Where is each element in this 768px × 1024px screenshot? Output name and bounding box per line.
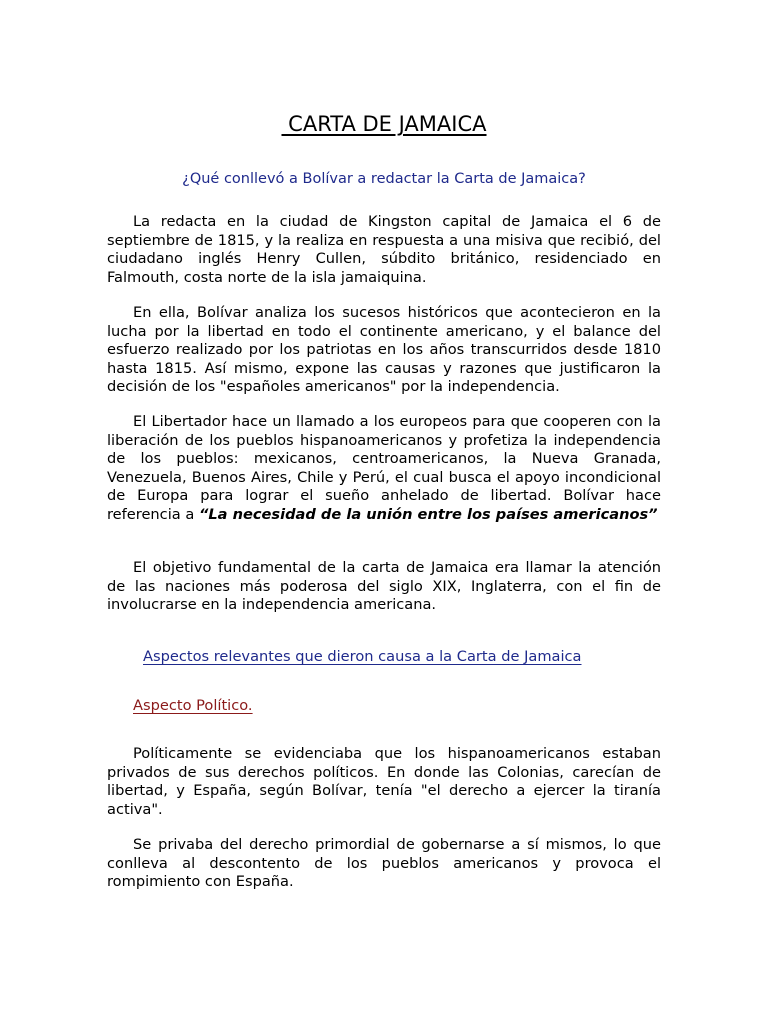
paragraph-politico: Políticamente se evidenciaba que los hispanoamericanos estaban privados de sus derechos políticos. En donde las Colonias, carecían de libertad, y España, según Bolívar, tenía "el derecho a ejercer la tiranía activa".	[107, 745, 661, 818]
paragraph-gobernarse: Se privaba del derecho primordial de gobernarse a sí mismos, lo que conlleva al descontento de los pueblos americanos y provoca el rompimiento con España.	[107, 836, 661, 890]
sub-heading-politico: Aspecto Político.	[133, 697, 253, 714]
section-heading-aspectos: Aspectos relevantes que dieron causa a la Carta de Jamaica	[143, 648, 582, 665]
question-heading: ¿Qué conllevó a Bolívar a redactar la Carta de Jamaica?	[182, 171, 586, 187]
quote-union-americana: “La necesidad de la unión entre los países americanos”	[198, 505, 658, 523]
document-title: CARTA DE JAMAICA	[281, 112, 487, 136]
paragraph-analysis: En ella, Bolívar analiza los sucesos históricos que acontecieron en la lucha por la libertad en todo el continente americano, y el balance del esfuerzo realizado por los patriotas en los años transcurridos desde 1810 hasta 1815. Así mismo, expone las causas y razones que justificaron la decisión de los "españoles americanos" por la independencia.	[107, 304, 661, 395]
paragraph-objective: El objetivo fundamental de la carta de Jamaica era llamar la atención de las naciones más poderosa del siglo XIX, Inglaterra, con el fin de involucrarse en la independencia americana.	[107, 559, 661, 613]
paragraph-libertador	[107, 413, 661, 524]
paragraph-libertador-text: El Libertador hace un llamado a los europeos para que cooperen con la liberación de los pueblos hispanoamericanos y profetiza la independencia de los pueblos: mexicanos, centroamericanos, la Nueva Granada, Venezuela, Buenos Aires, Chile y Perú, el cual busca el apoyo incondicional de Europa para lograr el sueño anhelado de libertad. Bolívar hace referencia a	[107, 413, 661, 523]
paragraph-kingston: La redacta en la ciudad de Kingston capital de Jamaica el 6 de septiembre de 1815, y la realiza en respuesta a una misiva que recibió, del ciudadano inglés Henry Cullen, súbdito británico, residenciado en Falmouth, costa norte de la isla jamaiquina.	[107, 213, 661, 286]
